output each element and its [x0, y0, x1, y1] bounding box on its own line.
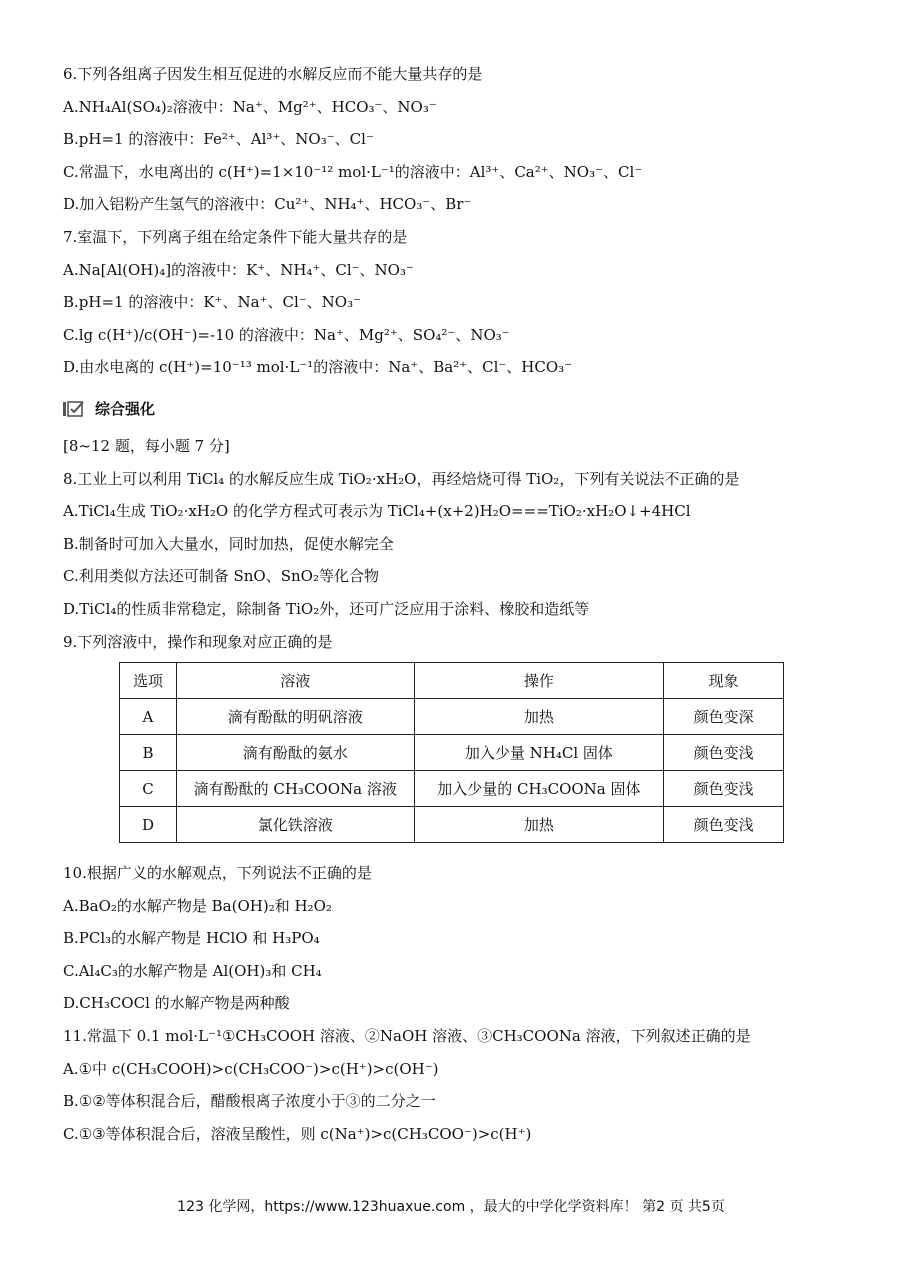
table-cell: 加入少量的 CH₃COONa 固体	[414, 771, 664, 807]
question-7-option-c: C.lg c(H⁺)/c(OH⁻)=-10 的溶液中：Na⁺、Mg²⁺、SO₄²⁻、NO₃⁻	[63, 325, 510, 344]
question-10-stem: 10.根据广义的水解观点，下列说法不正确的是	[63, 864, 372, 883]
question-10-option-c: C.Al₄C₃的水解产物是 Al(OH)₃和 CH₄	[63, 961, 322, 980]
table-cell: 颜色变浅	[664, 735, 784, 771]
question-11-option-b: B.①②等体积混合后，醋酸根离子浓度小于③的二分之一	[63, 1092, 436, 1111]
question-6-option-a: A.NH₄Al(SO₄)₂溶液中：Na⁺、Mg²⁺、HCO₃⁻、NO₃⁻	[63, 97, 437, 116]
question-11-option-a: A.①中 c(CH₃COOH)>c(CH₃COO⁻)>c(H⁺)>c(OH⁻)	[63, 1059, 439, 1078]
question-6-option-b: B.pH=1 的溶液中：Fe²⁺、Al³⁺、NO₃⁻、Cl⁻	[63, 130, 374, 149]
table-cell: 颜色变浅	[664, 771, 784, 807]
section-title: 综合强化	[95, 400, 156, 419]
question-10-option-b: B.PCl₃的水解产物是 HClO 和 H₃PO₄	[63, 929, 320, 948]
question-11-stem: 11.常温下 0.1 mol·L⁻¹①CH₃COOH 溶液、②NaOH 溶液、③CH₃COONa 溶液，下列叙述正确的是	[63, 1027, 751, 1046]
table-header: 操作	[414, 663, 664, 699]
table-cell: 颜色变浅	[664, 807, 784, 843]
table-cell: 氯化铁溶液	[176, 807, 414, 843]
section-header	[63, 392, 843, 426]
table-header-row	[120, 663, 784, 699]
table-header: 现象	[664, 663, 784, 699]
question-9-table	[119, 662, 784, 843]
question-11-option-c: C.①③等体积混合后，溶液呈酸性，则 c(Na⁺)>c(CH₃COO⁻)>c(H⁺)	[63, 1124, 532, 1143]
table-cell: 加入少量 NH₄Cl 固体	[414, 735, 664, 771]
question-9-stem: 9.下列溶液中，操作和现象对应正确的是	[63, 632, 333, 651]
question-6-stem: 6.下列各组离子因发生相互促进的水解反应而不能大量共存的是	[63, 65, 483, 83]
table-row	[120, 807, 784, 843]
question-7-stem: 7.室温下，下列离子组在给定条件下能大量共存的是	[63, 227, 408, 246]
question-7-option-a: A.Na[Al(OH)₄]的溶液中：K⁺、NH₄⁺、Cl⁻、NO₃⁻	[63, 260, 414, 279]
question-7-option-b: B.pH=1 的溶液中：K⁺、Na⁺、Cl⁻、NO₃⁻	[63, 293, 362, 312]
question-8-option-d: D.TiCl₄的性质非常稳定，除制备 TiO₂外，还可广泛应用于涂料、橡胶和造纸等	[63, 599, 590, 618]
table-cell: 滴有酚酞的明矾溶液	[176, 699, 414, 735]
table-row	[120, 771, 784, 807]
question-8-option-a: A.TiCl₄生成 TiO₂·xH₂O 的化学方程式可表示为 TiCl₄+(x+2)H₂O===TiO₂·xH₂O↓+4HCl	[63, 502, 691, 521]
table-row	[120, 699, 784, 735]
checklist-icon	[63, 400, 85, 418]
table-row	[120, 735, 784, 771]
table-cell: A	[120, 699, 177, 735]
question-8-stem: 8.工业上可以利用 TiCl₄ 的水解反应生成 TiO₂·xH₂O，再经焙烧可得 TiO₂，下列有关说法不正确的是	[63, 469, 740, 488]
question-8-option-b: B.制备时可加入大量水，同时加热，促使水解完全	[63, 534, 394, 553]
table-cell: B	[120, 735, 177, 771]
table-cell: 滴有酚酞的氨水	[176, 735, 414, 771]
table-header: 溶液	[176, 663, 414, 699]
table-cell: C	[120, 771, 177, 807]
table-header: 选项	[120, 663, 177, 699]
section-note: [8~12 题，每小题 7 分]	[63, 436, 230, 455]
table-cell: 滴有酚酞的 CH₃COONa 溶液	[176, 771, 414, 807]
question-10-option-d: D.CH₃COCl 的水解产物是两种酸	[63, 994, 290, 1013]
table-cell: 颜色变深	[664, 699, 784, 735]
page-footer: 123 化学网，https://www.123huaxue.com ，最大的中学化学资料库！ 第2 页 共5页	[177, 1199, 725, 1215]
table-cell: D	[120, 807, 177, 843]
table-cell: 加热	[414, 699, 664, 735]
question-8-option-c: C.利用类似方法还可制备 SnO、SnO₂等化合物	[63, 567, 379, 586]
question-6-option-c: C.常温下，水电离出的 c(H⁺)=1×10⁻¹² mol·L⁻¹的溶液中：Al³⁺、Ca²⁺、NO₃⁻、Cl⁻	[63, 162, 643, 181]
question-7-option-d: D.由水电离的 c(H⁺)=10⁻¹³ mol·L⁻¹的溶液中：Na⁺、Ba²⁺、Cl⁻、HCO₃⁻	[63, 358, 573, 377]
question-6-option-d: D.加入铝粉产生氢气的溶液中：Cu²⁺、NH₄⁺、HCO₃⁻、Br⁻	[63, 195, 472, 214]
document-page	[63, 58, 843, 1150]
table-cell: 加热	[414, 807, 664, 843]
question-10-option-a: A.BaO₂的水解产物是 Ba(OH)₂和 H₂O₂	[63, 896, 332, 915]
